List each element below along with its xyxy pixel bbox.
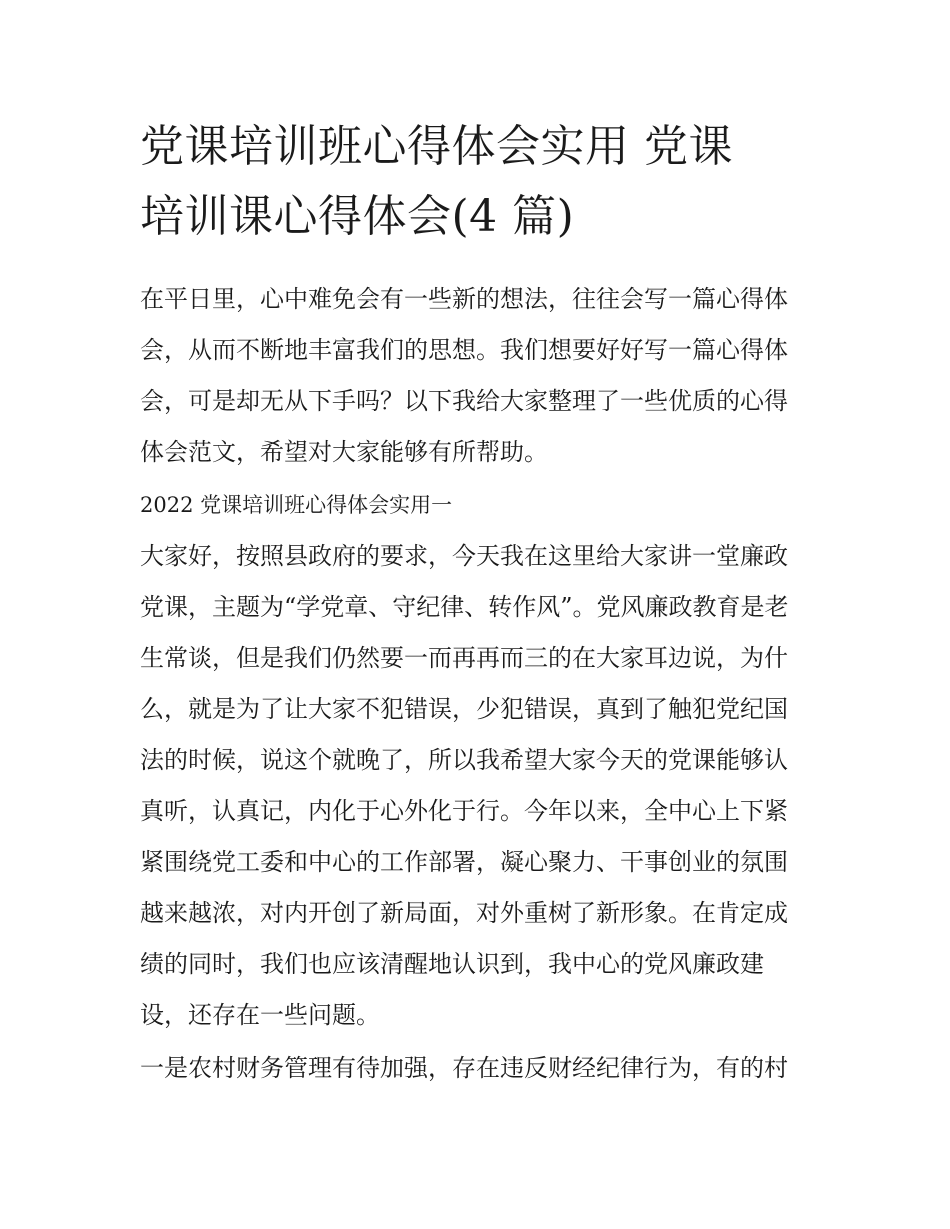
- text-line: 一是农村财务管理有待加强，存在违反财经纪律行为，有的村: [140, 1054, 788, 1082]
- text-line: 设，还存在一些问题。: [140, 1001, 380, 1029]
- text-line: 在平日里，心中难免会有一些新的想法，往往会写一篇心得体: [140, 285, 788, 313]
- title-line: 党课培训班心得体会实用 党课: [140, 121, 733, 172]
- text-line: 越来越浓，对内开创了新局面，对外重树了新形象。在肯定成: [140, 899, 788, 927]
- text-line: 会，可是却无从下手吗？以下我给大家整理了一些优质的心得: [140, 387, 788, 415]
- text-line: 法的时候，说这个就晚了，所以我希望大家今天的党课能够认: [140, 746, 788, 774]
- text-line: 生常谈，但是我们仍然要一而再再而三的在大家耳边说，为什: [140, 644, 788, 672]
- text-line: 么，就是为了让大家不犯错误，少犯错误，真到了触犯党纪国: [140, 695, 788, 723]
- text-line: 会，从而不断地丰富我们的思想。我们想要好好写一篇心得体: [140, 336, 788, 364]
- document-page: [140, 112, 812, 1094]
- section-heading: 2022 党课培训班心得体会实用一: [140, 493, 453, 517]
- text-line: 体会范文，希望对大家能够有所帮助。: [140, 438, 548, 466]
- text-line: 真听，认真记，内化于心外化于行。今年以来，全中心上下紧: [140, 797, 788, 825]
- text-line: 党课，主题为“学党章、守纪律、转作风”。党风廉政教育是老: [140, 593, 789, 621]
- text-line: 大家好，按照县政府的要求，今天我在这里给大家讲一堂廉政: [140, 542, 788, 570]
- intro-paragraph: [140, 274, 812, 478]
- body-paragraph: [140, 531, 812, 1041]
- text-line: 紧围绕党工委和中心的工作部署，凝心聚力、干事创业的氛围: [140, 848, 788, 876]
- body-paragraph: [140, 1043, 812, 1094]
- title-line: 培训课心得体会(4 篇): [140, 191, 575, 242]
- document-title: [140, 112, 812, 252]
- text-line: 绩的同时，我们也应该清醒地认识到，我中心的党风廉政建: [140, 950, 764, 978]
